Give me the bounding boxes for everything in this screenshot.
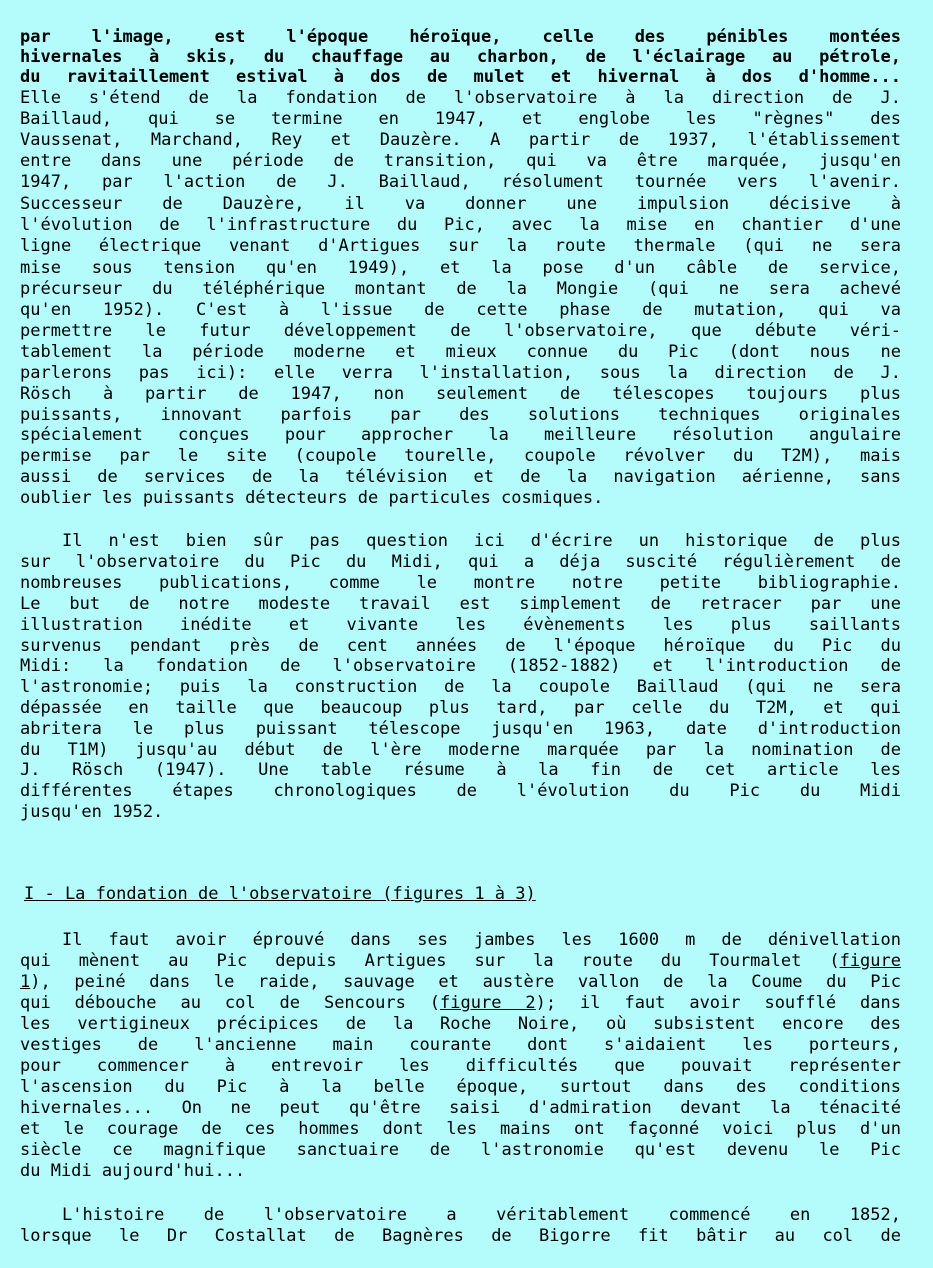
text-line: parlerons pas ici): elle verra l'installation, sous la direction de J.	[20, 363, 901, 383]
text-line: illustration inédite et vivante les évènements les plus saillants	[20, 615, 901, 635]
text-line: jusqu'en 1952.	[20, 802, 164, 822]
text-line: J. Rösch (1947). Une table résume à la fin de cet article les	[20, 760, 901, 780]
text-line: aussi de services de la télévision et de la navigation aérienne, sans	[20, 467, 901, 487]
text-line: 1947, par l'action de J. Baillaud, résolument tournée vers l'avenir.	[20, 172, 901, 192]
text-line: pour commencer à entrevoir les difficultés que pouvait représenter	[20, 1056, 901, 1076]
text-line: par l'image, est l'époque héroïque, celle des pénibles montées	[20, 27, 901, 47]
figure-1-reference-continued[interactable]: 1	[20, 972, 31, 992]
text-line: spécialement conçues pour approcher la meilleure résolution angulaire	[20, 425, 901, 445]
text-line: Il n'est bien sûr pas question ici d'écrire un historique de plus	[62, 531, 901, 551]
text-line: permettre le futur développement de l'observatoire, que débute véri-	[20, 321, 901, 341]
text-line: Vaussenat, Marchand, Rey et Dauzère. A partir de 1937, l'établissement	[20, 130, 901, 150]
text-line: du Midi aujourd'hui...	[20, 1161, 246, 1181]
text-line: hivernales... On ne peut qu'être saisi d'admiration devant la ténacité	[20, 1098, 901, 1118]
text-line: vestiges de l'ancienne main courante dont s'aidaient les porteurs,	[20, 1035, 901, 1055]
text-line: différentes étapes chronologiques de l'évolution du Pic du Midi	[20, 781, 901, 801]
text-line: Le but de notre modeste travail est simplement de retracer par une	[20, 594, 901, 614]
text-line: Rösch à partir de 1947, non seulement de télescopes toujours plus	[20, 384, 901, 404]
text-line: du T1M) jusqu'au début de l'ère moderne marquée par la nomination de	[20, 740, 901, 760]
text-line: qu'en 1952). C'est à l'issue de cette phase de mutation, qui va	[20, 300, 901, 320]
text-line: tablement la période moderne et mieux connue du Pic (dont nous ne	[20, 342, 901, 362]
text-line: Successeur de Dauzère, il va donner une impulsion décisive à	[20, 194, 901, 214]
text-line: ligne électrique venant d'Artigues sur la route thermale (qui ne sera	[20, 236, 901, 256]
text-line: lorsque le Dr Costallat de Bagnères de Bigorre fit bâtir au col de	[20, 1226, 901, 1246]
text-line: siècle ce magnifique sanctuaire de l'astronomie qu'est devenu le Pic	[20, 1140, 901, 1160]
text-line: nombreuses publications, comme le montre notre petite bibliographie.	[20, 573, 901, 593]
text-line: l'ascension du Pic à la belle époque, surtout dans des conditions	[20, 1077, 901, 1097]
text-line: hivernales à skis, du chauffage au charbon, de l'éclairage au pétrole,	[20, 47, 901, 67]
text-line: abritera le plus puissant télescope jusqu'en 1963, date d'introduction	[20, 719, 901, 739]
text-line: qui débouche au col de Sencours (figure 2); il faut avoir soufflé dans	[20, 993, 901, 1013]
figure-1-reference[interactable]: figure	[839, 951, 901, 971]
text-line: mise sous tension qu'en 1949), et la pose d'un câble de service,	[20, 258, 901, 278]
text-line: L'histoire de l'observatoire a véritablement commencé en 1852,	[62, 1205, 901, 1225]
text-line: entre dans une période de transition, qui va être marquée, jusqu'en	[20, 151, 901, 171]
text-line: Midi: la fondation de l'observatoire (1852-1882) et l'introduction de	[20, 656, 901, 676]
text-line: sur l'observatoire du Pic du Midi, qui a déja suscité régulièrement de	[20, 552, 901, 572]
text-line: puissants, innovant parfois par des solutions techniques originales	[20, 405, 901, 425]
text-line: Elle s'étend de la fondation de l'observatoire à la direction de J.	[20, 88, 901, 108]
text-line: oublier les puissants détecteurs de particules cosmiques.	[20, 488, 604, 508]
text-line: et le courage de ces hommes dont les mains ont façonné voici plus d'un	[20, 1119, 901, 1139]
text-line: l'évolution de l'infrastructure du Pic, avec la mise en chantier d'une	[20, 215, 901, 235]
text-line: les vertigineux précipices de la Roche Noire, où subsistent encore des	[20, 1014, 901, 1034]
text-line: 1), peiné dans le raide, sauvage et austère vallon de la Coume du Pic	[20, 972, 901, 992]
text-line: dépassée en taille que beaucoup plus tard, par celle du T2M, et qui	[20, 698, 901, 718]
text-line: du ravitaillement estival à dos de mulet et hivernal à dos d'homme...	[20, 67, 901, 87]
text-line: Il faut avoir éprouvé dans ses jambes les 1600 m de dénivellation	[62, 930, 901, 950]
text-line: Baillaud, qui se termine en 1947, et englobe les "règnes" des	[20, 109, 901, 129]
text-line: qui mènent au Pic depuis Artigues sur la route du Tourmalet (figure	[20, 951, 901, 971]
figure-2-reference[interactable]: figure 2	[440, 993, 536, 1013]
text-line: l'astronomie; puis la construction de la coupole Baillaud (qui ne sera	[20, 677, 901, 697]
section-heading: I - La fondation de l'observatoire (figures 1 à 3)	[24, 884, 536, 904]
text-line: survenus pendant près de cent années de l'époque héroïque du Pic du	[20, 636, 901, 656]
text-line: permise par le site (coupole tourelle, coupole révolver du T2M), mais	[20, 446, 901, 466]
text-line: précurseur du téléphérique montant de la Mongie (qui ne sera achevé	[20, 279, 901, 299]
